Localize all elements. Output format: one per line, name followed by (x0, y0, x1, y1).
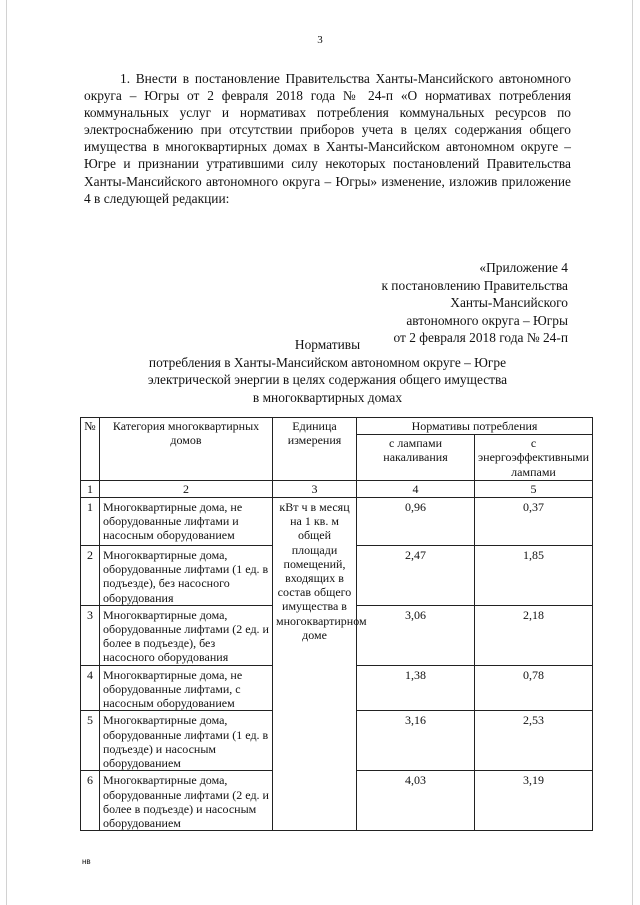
row-number: 6 (81, 771, 100, 831)
value-incandescent: 1,38 (357, 665, 475, 711)
index-cell: 2 (100, 480, 273, 497)
header-unit: Единица измерения (273, 418, 357, 481)
heading-title: Нормативы (294, 337, 361, 352)
scan-edge-left (6, 0, 7, 905)
value-incandescent: 2,47 (357, 546, 475, 606)
table-row (81, 498, 593, 546)
row-number: 3 (81, 605, 100, 665)
heading-line-2: потребления в Ханты-Мансийском автономном округе – Югре (148, 354, 507, 370)
row-number: 1 (81, 498, 100, 546)
appendix-line-5: от 2 февраля 2018 года № 24-п (393, 330, 568, 346)
value-incandescent: 4,03 (357, 771, 475, 831)
value-efficient: 0,78 (475, 665, 593, 711)
intro-paragraph: 1. Внести в постановление Правительства Ханты-Мансийского автономного округа – Югры от 2 февраля 2018 года № 24-п «О нормативах потребления коммунальных услуг и нормативах потребления коммунальных ресурсов по электроснабжению при отсутствии приборов учета в целях содержания общего имущества в многоквартирных домах в Ханты-Мансийском автономном округе – Югре и признании утратившими силу некоторых постановлений Правительства Ханты-Мансийского автономного округа – Югры» изменение, изложив приложение 4 в следующей редакции: (84, 71, 571, 206)
row-number: 4 (81, 665, 100, 711)
row-category: Многоквартирные дома, оборудованные лифтами (1 ед. в подъезде), без насосного оборудования (100, 546, 273, 606)
value-efficient: 0,37 (475, 498, 593, 546)
row-category: Многоквартирные дома, не оборудованные лифтами, с насосным оборудованием (100, 665, 273, 711)
row-number: 2 (81, 546, 100, 606)
header-efficient: с энергоэффективными лампами (475, 435, 593, 481)
heading-line-4: в многоквартирных домах (252, 389, 403, 405)
appendix-line-4: автономного округа – Югры (406, 312, 568, 328)
header-number: № (81, 418, 100, 481)
norms-table (80, 417, 593, 831)
index-cell: 3 (273, 480, 357, 497)
value-efficient: 1,85 (475, 546, 593, 606)
footer-mark: нв (82, 857, 91, 866)
value-incandescent: 3,06 (357, 605, 475, 665)
header-incandescent: с лампами накаливания (357, 435, 475, 481)
row-number: 5 (81, 711, 100, 771)
value-incandescent: 3,16 (357, 711, 475, 771)
appendix-line-2: к постановлению Правительства (381, 277, 568, 293)
index-cell: 4 (357, 480, 475, 497)
appendix-line-1: «Приложение 4 (479, 260, 568, 275)
row-category: Многоквартирные дома, оборудованные лифтами (1 ед. в подъезде) и насосным оборудованием (100, 711, 273, 771)
index-cell: 1 (81, 480, 100, 497)
row-category: Многоквартирные дома, не оборудованные лифтами и насосным оборудованием (100, 498, 273, 546)
index-cell: 5 (475, 480, 593, 497)
document-heading (84, 336, 571, 406)
page-number: 3 (317, 34, 323, 46)
unit-cell: кВт ч в месяц на 1 кв. м общей площади помещений, входящих в состав общего имущества в многоквартирном доме (273, 498, 357, 831)
scan-edge-right (632, 0, 633, 905)
appendix-reference (308, 259, 568, 347)
header-norms: Нормативы потребления (357, 418, 593, 435)
value-incandescent: 0,96 (357, 498, 475, 546)
value-efficient: 2,53 (475, 711, 593, 771)
appendix-line-3: Ханты-Мансийского (450, 295, 568, 311)
row-category: Многоквартирные дома, оборудованные лифтами (2 ед. и более в подъезде) и насосным оборудованием (100, 771, 273, 831)
header-category: Категория многоквартирных домов (100, 418, 273, 481)
heading-line-3: электрической энергии в целях содержания общего имущества (147, 372, 508, 388)
value-efficient: 2,18 (475, 605, 593, 665)
value-efficient: 3,19 (475, 771, 593, 831)
row-category: Многоквартирные дома, оборудованные лифтами (2 ед. и более в подъезде), без насосного оборудования (100, 605, 273, 665)
